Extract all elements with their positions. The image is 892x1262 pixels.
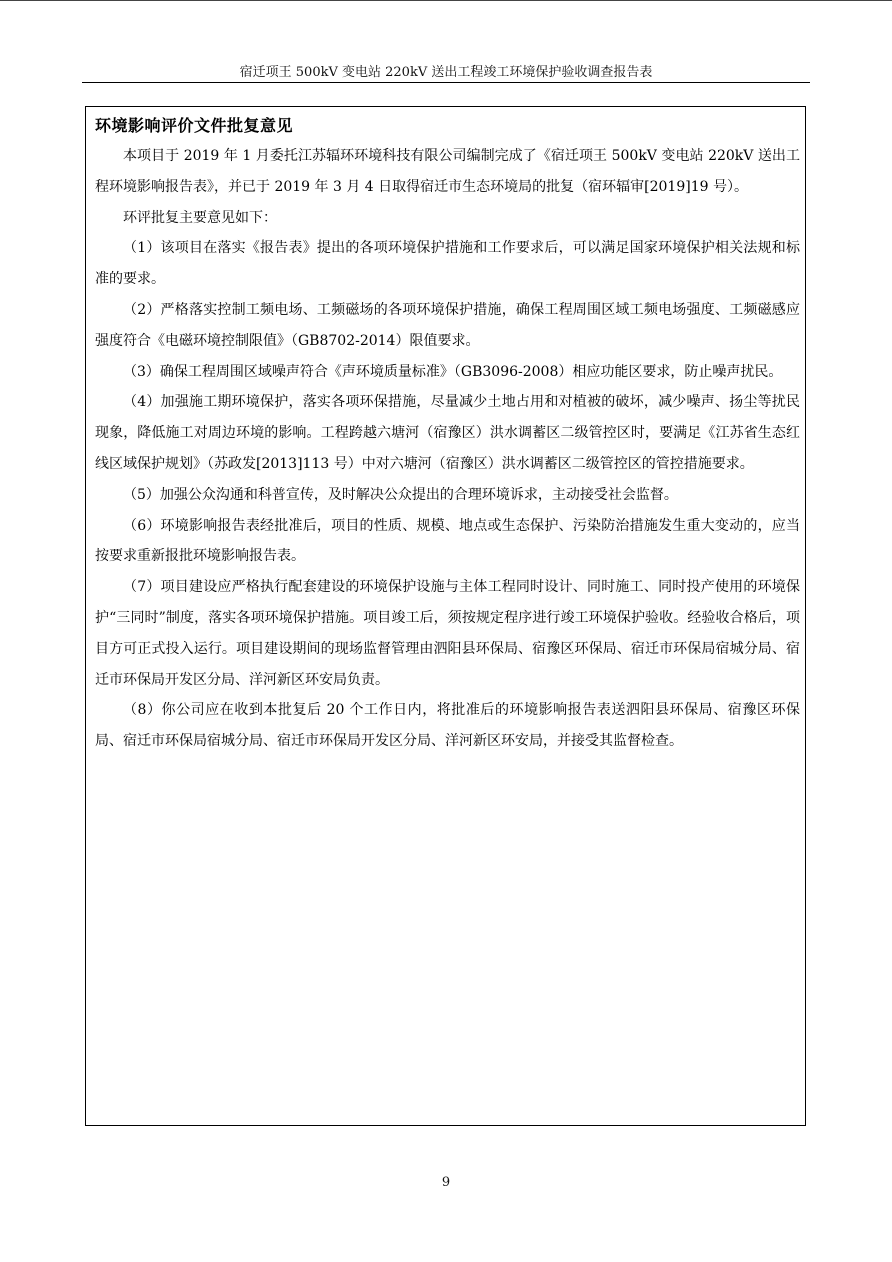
approval-content [95, 111, 800, 757]
top-border-line [0, 0, 892, 1]
page-number: 9 [441, 1175, 451, 1190]
paragraph-item-1: （1）该项目在落实《报告表》提出的各项环境保护措施和工作要求后，可以满足国家环境保护相关法规和标准的要求。 [95, 240, 800, 288]
paragraph-item-6: （6）环境影响报告表经批准后，项目的性质、规模、地点或生态保护、污染防治措施发生重大变动的，应当按要求重新报批环境影响报告表。 [95, 517, 800, 565]
header-rule [82, 82, 810, 83]
paragraph-item-3: （3）确保工程周围区域噪声符合《声环境质量标准》（GB3096-2008）相应功能区要求，防止噪声扰民。 [123, 363, 783, 380]
approval-opinion-box [85, 106, 806, 1126]
paragraph-item-2: （2）严格落实控制工频电场、工频磁场的各项环境保护措施，确保工程周围区域工频电场强度、工频磁感应强度符合《电磁环境控制限值》（GB8702-2014）限值要求。 [95, 301, 800, 349]
page-header: 宿迁项王 500kV 变电站 220kV 送出工程竣工环境保护验收调查报告表 [239, 65, 653, 80]
paragraph-item-5: （5）加强公众沟通和科普宣传，及时解决公众提出的合理环境诉求，主动接受社会监督。 [123, 486, 678, 503]
paragraph-item-4: （4）加强施工期环境保护，落实各项环保措施，尽量减少土地占用和对植被的破坏，减少噪声、扬尘等扰民现象，降低施工对周边环境的影响。工程跨越六塘河（宿豫区）洪水调蓄区二级管控区时，要满足《江苏省生态红线区域保护规划》（苏政发[2013]113 号）中对六塘河（宿豫区）洪水调蓄区二级管控区的管控措施要求。 [95, 394, 800, 472]
paragraph-item-7: （7）项目建设应严格执行配套建设的环境保护设施与主体工程同时设计、同时施工、同时投产使用的环境保护“三同时”制度，落实各项环境保护措施。项目竣工后，须按规定程序进行竣工环境保护验收。经验收合格后，项目方可正式投入运行。项目建设期间的现场监督管理由泗阳县环保局、宿豫区环保局、宿迁市环保局宿城分局、宿迁市环保局开发区分局、洋河新区环安局负责。 [95, 579, 800, 688]
paragraph-item-8: （8）你公司应在收到本批复后 20 个工作日内，将批准后的环境影响报告表送泗阳县环保局、宿豫区环保局、宿迁市环保局宿城分局、宿迁市环保局开发区分局、洋河新区环安局，并接受其监督检查。 [95, 702, 800, 750]
paragraph-intro: 本项目于 2019 年 1 月委托江苏辐环环境科技有限公司编制完成了《宿迁项王 500kV 变电站 220kV 送出工程环境影响报告表》，并已于 2019 年 3 月 4 日取得宿迁市生态环境局的批复（宿环辐审[2019]19 号）。 [95, 148, 800, 195]
paragraph-opinions-lead: 环评批复主要意见如下： [123, 209, 277, 226]
section-title: 环境影响评价文件批复意见 [95, 116, 294, 135]
